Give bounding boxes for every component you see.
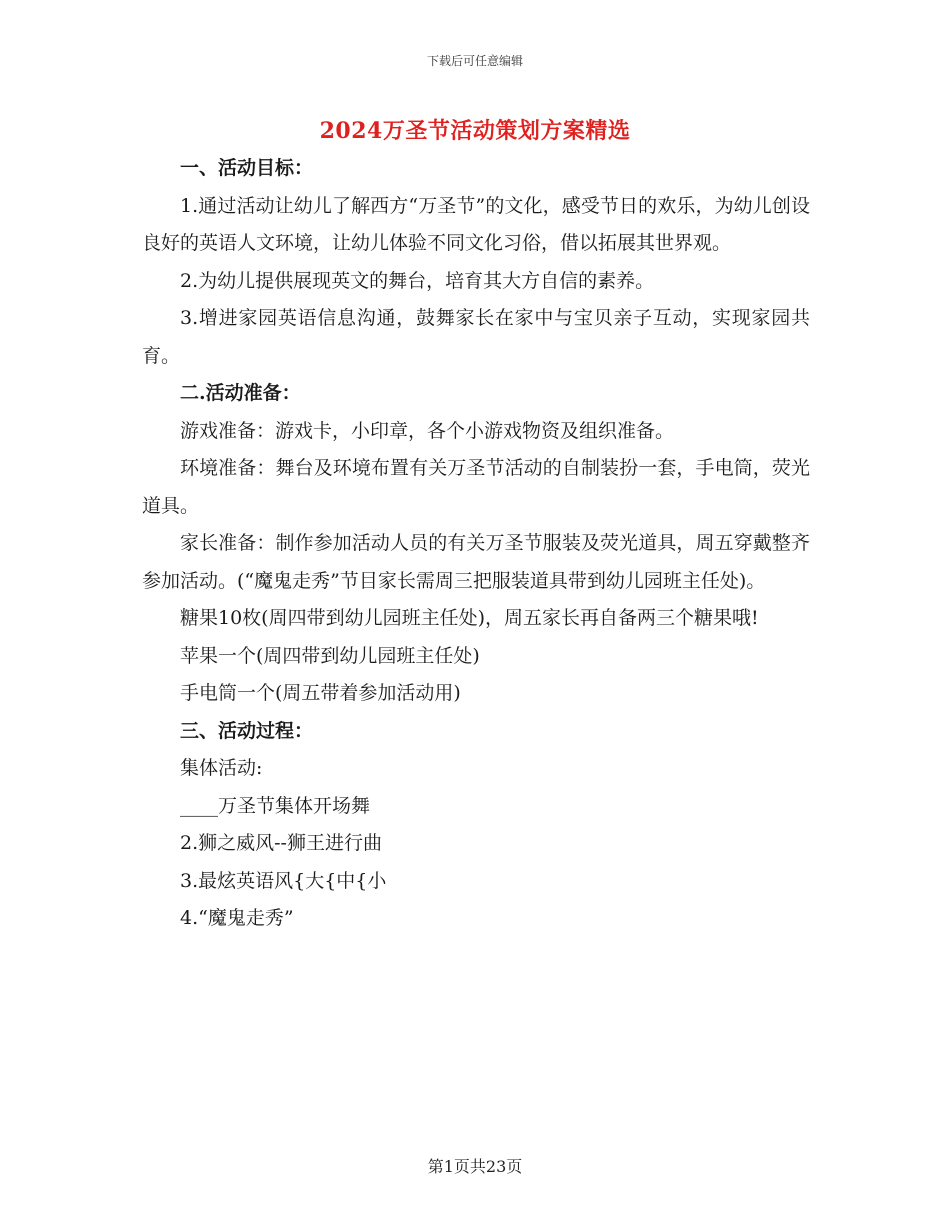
list-item-english-style: 3.最炫英语风{大{中{小 [180,869,387,892]
paragraph-flashlight: 手电筒一个(周五带着参加活动用) [180,682,461,704]
document-body [142,150,810,938]
section-heading-process: 三、活动过程： [180,719,314,742]
list-item-lion-march: 2.狮之威风--狮王进行曲 [180,832,382,854]
paragraph-env-prep: 环境准备：舞台及环境布置有关万圣节活动的自制装扮一套，手电筒，荧光道具。 [142,457,810,517]
list-item-devil-show: 4.“魔鬼走秀” [180,907,294,929]
paragraph-group-activity: 集体活动: [180,757,263,779]
list-item-opening-dance: ____万圣节集体开场舞 [180,794,371,817]
page-footer: 第1页共23页 [427,1157,523,1176]
page-header: 下载后可任意编辑 [426,54,523,68]
paragraph-goal-2: 2.为幼儿提供展现英文的舞台，培育其大方自信的素养。 [180,269,655,292]
paragraph-candy: 糖果10枚(周四带到幼儿园班主任处)，周五家长再自备两三个糖果哦! [180,607,759,629]
paragraph-apple: 苹果一个(周四带到幼儿园班主任处) [180,644,480,667]
paragraph-parent-prep: 家长准备：制作参加活动人员的有关万圣节服装及荧光道具，周五穿戴整齐参加活动。(“魔鬼走秀”节目家长需周三把服装道具带到幼儿园班主任处)。 [142,532,810,592]
paragraph-goal-3: 3.增进家园英语信息沟通，鼓舞家长在家中与宝贝亲子互动，实现家园共育。 [142,307,810,367]
section-heading-preparation: 二.活动准备： [180,382,301,404]
paragraph-game-prep: 游戏准备：游戏卡，小印章，各个小游戏物资及组织准备。 [180,419,675,442]
paragraph-goal-1: 1.通过活动让幼儿了解西方“万圣节”的文化，感受节日的欢乐，为幼儿创设良好的英语人文环境，让幼儿体验不同文化习俗，借以拓展其世界观。 [142,194,810,254]
section-heading-goals: 一、活动目标： [180,157,314,179]
document-title: 2024万圣节活动策划方案精选 [319,118,631,144]
